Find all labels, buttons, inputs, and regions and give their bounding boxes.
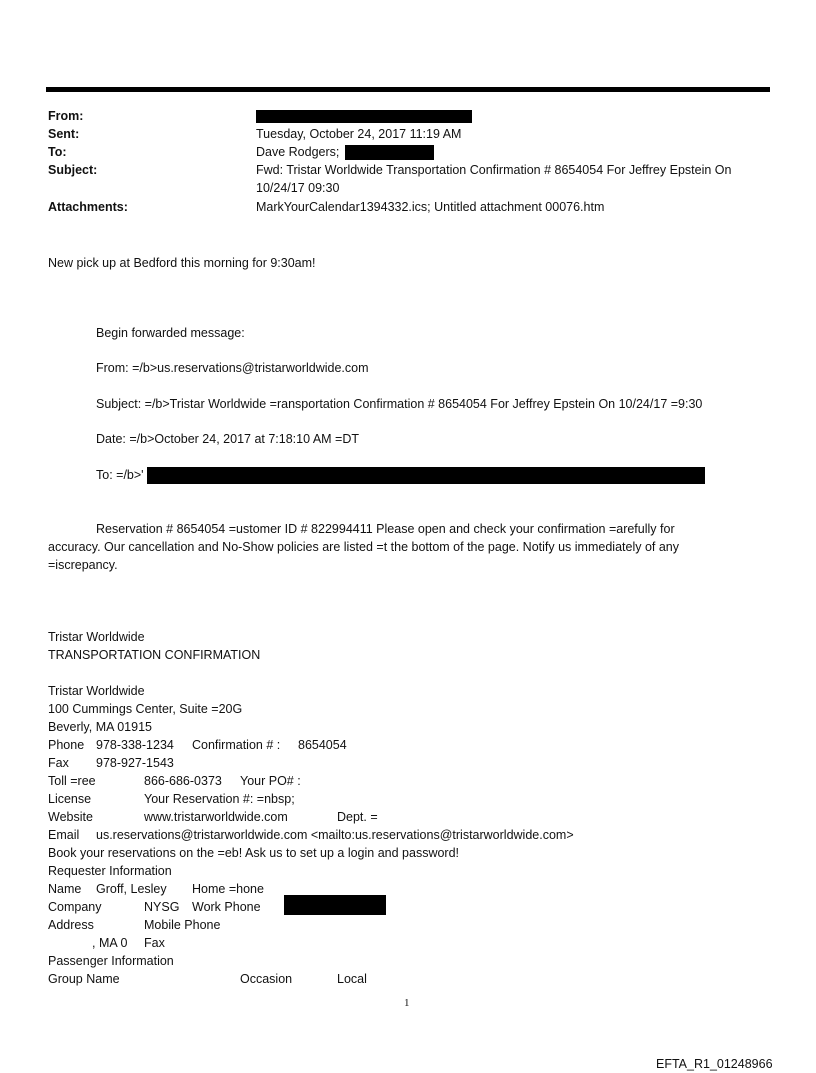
- name-value: Groff, Lesley: [96, 882, 167, 896]
- license-label: License: [48, 792, 92, 806]
- work-phone-label: Work Phone: [192, 900, 261, 914]
- sent-label: Sent:: [48, 127, 80, 141]
- home-phone-label: Home =hone: [192, 882, 264, 896]
- redacted-from: [256, 110, 472, 123]
- website-label: Website: [48, 810, 93, 824]
- intro-text: New pick up at Bedford this morning for 9:30am!: [48, 256, 316, 270]
- confirmation-value: 8654054: [298, 738, 347, 752]
- address-line-1: 100 Cummings Center, Suite =20G: [48, 702, 243, 716]
- occasion-label: Occasion: [240, 972, 293, 986]
- group-name-label: Group Name: [48, 972, 120, 986]
- company-title: Tristar Worldwide: [48, 630, 145, 644]
- company-name: Tristar Worldwide: [48, 684, 145, 698]
- to-label: To:: [48, 145, 67, 159]
- address-label: Address: [48, 918, 94, 932]
- requester-heading: Requester Information: [48, 864, 172, 878]
- from-label: From:: [48, 109, 84, 123]
- document-id: EFTA_R1_01248966: [656, 1057, 773, 1071]
- page-number: 1: [404, 997, 410, 1009]
- phone-label: Phone: [48, 738, 85, 752]
- redacted-fwd-to: [147, 467, 705, 484]
- fwd-begin: Begin forwarded message:: [96, 326, 245, 340]
- attachments-label: Attachments:: [48, 200, 128, 214]
- address-line-2: Beverly, MA 01915: [48, 720, 152, 734]
- doc-title: TRANSPORTATION CONFIRMATION: [48, 648, 261, 662]
- reservation-line-1: Reservation # 8654054 =ustomer ID # 822994411 Please open and check your confirmation =arefully for: [96, 522, 675, 536]
- po-label: Your PO# :: [240, 774, 301, 788]
- email-label: Email: [48, 828, 80, 842]
- reservation-line-3: =iscrepancy.: [48, 558, 118, 572]
- confirmation-label: Confirmation # :: [192, 738, 281, 752]
- local-label: Local: [337, 972, 367, 986]
- phone-value: 978-338-1234: [96, 738, 174, 752]
- name-label: Name: [48, 882, 82, 896]
- attachments-value: MarkYourCalendar1394332.ics; Untitled attachment 00076.htm: [256, 200, 605, 214]
- fwd-date: Date: =/b>October 24, 2017 at 7:18:10 AM =DT: [96, 432, 360, 446]
- email-value: us.reservations@tristarworldwide.com <mailto:us.reservations@tristarworldwide.com>: [96, 828, 574, 842]
- subject-line-1: Fwd: Tristar Worldwide Transportation Confirmation # 8654054 For Jeffrey Epstein On: [256, 163, 732, 177]
- tollfree-value: 866-686-0373: [144, 774, 222, 788]
- reservation-line-2: accuracy. Our cancellation and No-Show policies are listed =t the bottom of the page. Notify us immediately of any: [48, 540, 679, 554]
- subject-line-2: 10/24/17 09:30: [256, 181, 340, 195]
- fwd-from: From: =/b>us.reservations@tristarworldwide.com: [96, 361, 369, 375]
- fax-value: 978-927-1543: [96, 756, 174, 770]
- subject-label: Subject:: [48, 163, 98, 177]
- company-value: NYSG: [144, 900, 180, 914]
- tollfree-label: Toll =ree: [48, 774, 96, 788]
- fax2-label: Fax: [144, 936, 165, 950]
- company-label: Company: [48, 900, 102, 914]
- header-rule: [46, 87, 770, 92]
- mobile-phone-label: Mobile Phone: [144, 918, 221, 932]
- fwd-to: To: =/b>': [96, 468, 144, 482]
- book-line: Book your reservations on the =eb! Ask us to set up a login and password!: [48, 846, 460, 860]
- fax-label: Fax: [48, 756, 69, 770]
- your-reservation-label: Your Reservation #: =nbsp;: [144, 792, 295, 806]
- sent-value: Tuesday, October 24, 2017 11:19 AM: [256, 127, 462, 141]
- fwd-subject: Subject: =/b>Tristar Worldwide =ransportation Confirmation # 8654054 For Jeffrey Epstein On 10/24/17 =9:30: [96, 397, 703, 411]
- passenger-heading: Passenger Information: [48, 954, 174, 968]
- to-value: Dave Rodgers;: [256, 145, 340, 159]
- dept-label: Dept. =: [337, 810, 378, 824]
- redacted-work-phone: [284, 895, 386, 915]
- city-line: , MA 0: [92, 936, 128, 950]
- redacted-to: [345, 145, 434, 160]
- website-value: www.tristarworldwide.com: [144, 810, 288, 824]
